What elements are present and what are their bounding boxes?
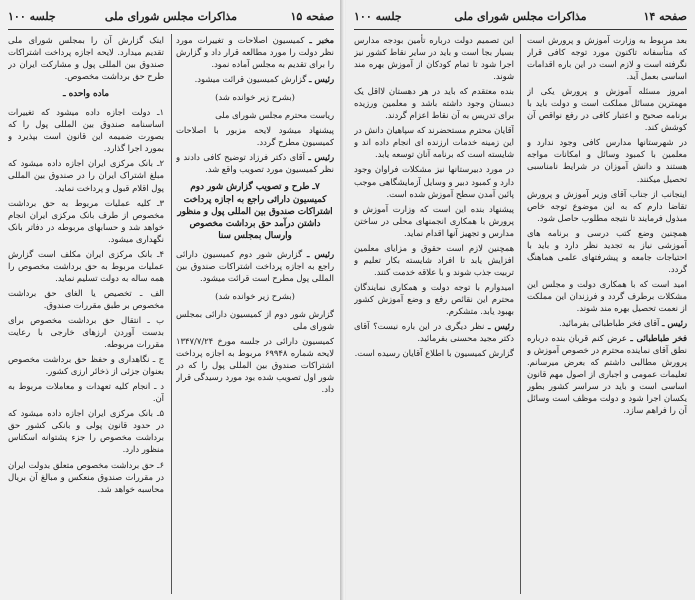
paragraph: [354, 163, 514, 199]
text-column-right: [176, 34, 334, 594]
paragraph-text: گزارش کمیسیون قرائت میشود.: [194, 74, 307, 85]
paragraph-text: ۱ـ دولت اجازه داده میشود که تغییرات اساسنامه صندوق بین المللی پول را که بصورت ضمیمه این قانون است بپذیرد و بمورد اجرا گذارد.: [8, 107, 164, 154]
paragraph: [8, 380, 164, 404]
header-rule: [8, 29, 334, 30]
paragraph: [527, 332, 687, 416]
paragraph: [354, 347, 514, 359]
paragraph: [8, 353, 164, 377]
paragraph-text: ریاست محترم مجلس شورای ملی: [215, 110, 334, 121]
paragraph-text: ۳ـ کلیه عملیات مربوط به حق برداشت مخصوص از طرف بانک مرکزی ایران انجام خواهد شد و حسابهای مربوطه در دفاتر بانک نگهداری میشود.: [8, 197, 164, 244]
speaker-name: رئیس ـ: [309, 74, 334, 85]
paragraph-text: اینجانب از جناب آقای وزیر آموزش و پرورش تقاضا دارم که به این موضوع توجه خاص مبذول فرمایند تا نتیجه مطلوب حاصل شود.: [527, 188, 687, 223]
paragraph: [176, 124, 334, 148]
reading-note: (بشرح زیر خوانده شد): [215, 290, 295, 301]
paragraph: [354, 85, 514, 121]
paragraph-text: ج ـ نگاهداری و حفظ حق برداشت مخصوص بعنوان جزئی از ذخائر ارزی کشور.: [8, 354, 164, 377]
page-number: صفحه ۱۵: [290, 10, 334, 23]
page-right: [346, 0, 695, 600]
paragraph-text: د ـ انجام کلیه تعهدات و معاملات مربوط به آن.: [8, 381, 164, 404]
paragraph: [176, 73, 334, 85]
paragraph-text: ۵ـ بانک مرکزی ایران اجازه داده میشود که در حدود قانون پولی و بانکی کشور حق برداشت مخصوص را جزء پشتوانه اسکناس منظور دارد.: [8, 408, 164, 455]
paragraph: [176, 109, 334, 121]
paragraph-text: ب ـ انتقال حق برداشت مخصوص برای بدست آوردن ارزهای خارجی با رعایت مقررات مربوطه.: [8, 314, 164, 350]
text-column-left: [8, 34, 164, 594]
paragraph: [176, 151, 334, 175]
paragraph-text: آقایان محترم مستحضرند که سپاهیان دانش در این زمینه خدمات ارزنده ای انجام داده اند و شایسته است که برنامه آنان توسعه یابد.: [354, 125, 514, 160]
speaker-name: مخبر ـ: [309, 35, 334, 45]
paragraph-text: امیدوارم با توجه دولت و همکاری نمایندگان محترم این نقائص رفع و وضع آموزش کشور بهبود یابد. متشکرم.: [354, 281, 514, 316]
section-heading: ماده واحده ـ: [63, 89, 109, 100]
session-number: جلسه ۱۰۰: [8, 10, 56, 23]
paragraph-text: در مورد دبیرستانها نیز مشکلات فراوان وجود دارد و کمبود دبیر و وسایل آزمایشگاهی موجب پائین آمدن سطح آموزش شده است.: [354, 164, 514, 199]
paragraph-text: امید است که با همکاری دولت و مجلس این مشکلات برطرف گردد و فرزندان این مملکت از نعمت تحصیل بهره مند شوند.: [527, 278, 687, 313]
speaker-name: فخر طباطبائی ـ: [630, 333, 687, 344]
paragraph: [8, 34, 164, 82]
paragraph: [8, 407, 164, 455]
paragraph-text: ۴ـ بانک مرکزی ایران مکلف است گزارش عملیات مربوط به حق برداشت مخصوص را همه ساله به دولت تسلیم نماید.: [8, 248, 164, 283]
paragraph-text: کمیسیون دارائی در جلسه مورخ ۱۳۴۷/۷/۲۴ لایحه شماره ۶۹۹۴۸ مربوط به اجازه پرداخت اشتراکات صندوق بین المللی پول را که در شور اول تصویب شده بود مورد رسیدگی قرار داد.: [176, 335, 334, 395]
paragraph-text: الف ـ تخصیص یا الغای حق برداشت مخصوص بر طبق مقررات صندوق.: [8, 287, 164, 310]
paragraph: [8, 157, 164, 193]
header-title: مذاکرات مجلس شورای ملی: [104, 10, 238, 23]
paragraph: [354, 124, 514, 160]
paragraph-text: آقای فخر طباطبائی بفرمائید.: [558, 318, 660, 329]
paragraph: [527, 278, 687, 314]
paragraph: [527, 317, 687, 329]
reading-note: (بشرح زیر خوانده شد): [215, 92, 295, 103]
section-heading: ۷ـ طرح و تصویب گزارش شور دوم کمیسیون دارائی راجع به اجازه پرداخت اشتراکات صندوق بین المللی پول و منظور داشتن درآمد حق برداشت مخصوص وارسال بمجلس سنا: [177, 182, 333, 241]
page-header: [8, 8, 334, 26]
paragraph-text: ۲ـ بانک مرکزی ایران اجازه داده میشود که مبلغ اشتراک ایران را در صندوق بین المللی پول اقلام قبول و پرداخت نماید.: [8, 158, 164, 193]
paragraph-text: همچنین وضع کتب درسی و برنامه های آموزشی نیاز به تجدید نظر دارد و باید با احتیاجات جامعه و پیشرفتهای علمی هماهنگ گردد.: [527, 227, 687, 274]
paragraph: [354, 203, 514, 239]
paragraph-text: اینک گزارش آن را بمجلس شورای ملی تقدیم میدارد. لایحه اجازه پرداخت اشتراکات صندوق بین المللی پول و مشارکت ایران در طرح حق برداشت مخصوص.: [8, 35, 164, 82]
paragraph-text: بنده معتقدم که باید در هر دهستان لااقل یک دبستان وجود داشته باشد و معلمین ورزیده برای تدریس به آن نقاط اعزام گردند.: [354, 86, 514, 121]
paragraph-text: در شهرستانها مدارس کافی وجود ندارد و معلمین با کمبود وسائل و امکانات مواجه هستند و دانش آموزان در شرایط نامناسبی تحصیل میکنند.: [527, 137, 687, 184]
paragraph-text: امروز مسئله آموزش و پرورش یکی از مهمترین مسائل مملکت است و دولت باید با برنامه صحیح و اعتبار کافی در رفع نواقص آن کوشش کند.: [527, 86, 687, 133]
paragraph: [8, 459, 164, 495]
paragraph: [527, 136, 687, 184]
speaker-name: رئیس ـ: [488, 321, 514, 332]
page-header: [354, 8, 687, 26]
text-column-right: [527, 34, 687, 594]
column-divider: [171, 34, 172, 594]
paragraph: [176, 34, 334, 70]
speaker-name: رئیس ـ: [306, 248, 334, 259]
paragraph-text: گزارش کمیسیون با اطلاع آقایان رسیده است.: [354, 348, 514, 359]
paragraph-text: گزارش شور دوم کمیسیون دارائی راجع به اجازه پرداخت اشتراکات صندوق بین المللی پول مطرح است قرائت میشود.: [176, 248, 334, 283]
paragraph: [354, 281, 514, 317]
paragraph-text: عرض کنم قربان بنده درباره نطق آقای نماینده محترم در خصوص آموزش و پرورش مطالبی داشتم که بعرض میرسانم. تعلیمات عمومی و اجباری از اصول مهم قانون اساسی است و باید در سراسر کشور بطور یکسان اجرا شود و دولت موظف است وسائل آن را فراهم سازد.: [527, 333, 687, 416]
paragraph-text: کمیسیون اصلاحات و تغییرات مورد نظر دولت را مورد مطالعه قرار داد و گزارش را برای تقدیم به مجلس آماده نمود.: [176, 35, 334, 70]
paragraph: [527, 85, 687, 133]
paragraph: [8, 106, 164, 154]
paragraph: [176, 308, 334, 332]
paragraph: [8, 287, 164, 311]
paragraph-text: پیشنهاد بنده این است که وزارت آموزش و پرورش با همکاری انجمنهای محلی در ساختن مدارس و تجهیز آنها اقدام نماید.: [354, 203, 514, 238]
header-rule: [354, 29, 687, 30]
paragraph-text: بعد مربوط به وزارت آموزش و پرورش است که متأسفانه تاکنون مورد توجه کافی قرار نگرفته است و لازم است در این باره اقدامات اساسی بعمل آید.: [527, 35, 687, 82]
session-number: جلسه ۱۰۰: [354, 10, 402, 23]
paragraph: [354, 320, 514, 344]
speaker-name: رئیس ـ: [308, 152, 334, 163]
speaker-name: رئیس ـ: [662, 318, 687, 329]
paragraph: [527, 227, 687, 275]
paragraph-text: آقای دکتر فرزاد توضیح کافی دادند و نظر کمیسیون مورد تصویب واقع شد.: [176, 152, 334, 175]
paragraph: [176, 248, 334, 284]
paragraph: [176, 335, 334, 395]
paragraph-text: این تصمیم دولت درباره تأمین بودجه مدارس بسیار بجا است و باید در سایر نقاط کشور نیز اجرا شود تا تمام کودکان از آموزش بهره مند شوند.: [354, 35, 514, 82]
page-number: صفحه ۱۴: [643, 10, 687, 23]
page-left: [0, 0, 342, 600]
text-column-left: [354, 34, 514, 594]
paragraph: [354, 34, 514, 82]
paragraph: [8, 197, 164, 245]
paragraph-text: گزارش شور دوم از کمیسیون دارائی بمجلس شورای ملی: [176, 308, 334, 331]
paragraph: [8, 314, 164, 350]
paragraph-text: ۶ـ حق برداشت مخصوص متعلق بدولت ایران در مقررات صندوق منعکس و مبالغ آن بریال محاسبه خواهد شد.: [8, 459, 164, 494]
paragraph-text: پیشنهاد میشود لایحه مزبور با اصلاحات کمیسیون مطرح گردد.: [176, 125, 334, 148]
paragraph: [527, 34, 687, 82]
paragraph: [8, 248, 164, 284]
column-divider: [520, 34, 521, 594]
header-title: مذاکرات مجلس شورای ملی: [454, 10, 587, 23]
paragraph: [527, 188, 687, 224]
paragraph-text: نظر دیگری در این باره نیست؟ آقای دکتر مجید محسنی بفرمائید.: [354, 321, 514, 344]
paragraph: [354, 242, 514, 278]
paragraph-text: همچنین لازم است حقوق و مزایای معلمین افزایش یابد تا افراد شایسته بکار تعلیم و تربیت جذب شوند و با علاقه خدمت کنند.: [354, 242, 514, 277]
